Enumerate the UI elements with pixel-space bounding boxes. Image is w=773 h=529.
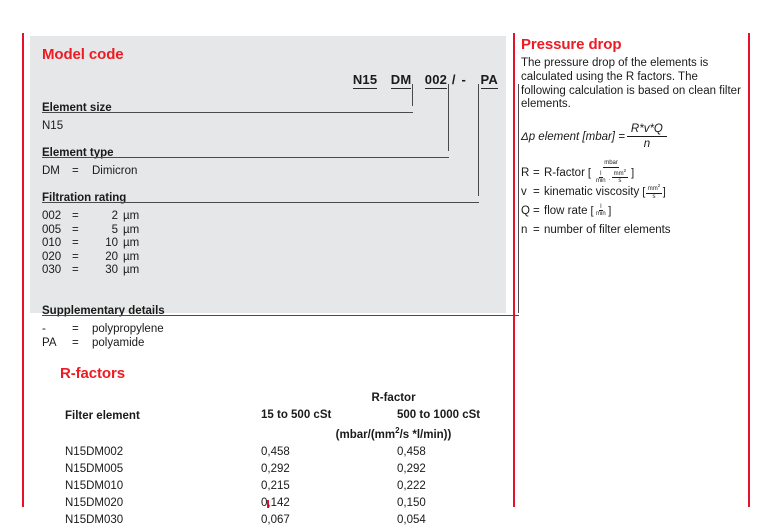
model-code-string [353,72,498,87]
formula-denominator: n [643,138,651,151]
def-unit-r: [ mbar l min · $mm^2$ s ] [587,160,635,185]
cell-low: 0,215 [261,479,290,492]
code-separator-slash: / [451,72,456,87]
column-header-range-high: 500 to 1000 cSt [397,409,481,421]
table-row [60,478,531,495]
def-label-r: R-factor [544,166,585,179]
formula-lhs: Δp element [mbar] = [521,130,625,143]
rfactors-table [60,390,531,529]
list-item [42,323,165,337]
rating-value-005: 5 [111,223,118,236]
pressure-drop-formula [521,123,743,150]
code-segment-dash: - [461,72,467,87]
rating-eq-020: = [72,250,79,263]
table-header-row-1 [60,390,531,407]
list-item [42,264,139,278]
list-item [42,337,165,351]
def-symbol-r: R [521,166,530,179]
code-segment-rating: 002 [424,72,448,87]
cell-element: N15DM020 [65,496,124,509]
group-heading-supplementary: Supplementary details [42,305,165,317]
element-type-eq: = [72,165,79,177]
supp-eq-dash: = [72,323,79,335]
table-row [60,512,531,529]
def-unit-v: [ $mm^2$ s ] [642,183,666,200]
rating-eq-030: = [72,264,79,277]
def-eq-r: = [533,166,540,179]
list-item [42,165,137,179]
cell-high: 0,150 [397,496,426,509]
rating-key-005: 005 [42,223,62,236]
group-rows-supplementary [42,323,165,350]
code-segment-supp: PA [480,72,498,87]
cell-element: N15DM005 [65,462,124,475]
group-filtration-rating [42,188,139,278]
formula-fraction [627,123,667,150]
rating-unit-005: µm [123,223,140,236]
pressure-drop-paragraph: The pressure drop of the elements is calculated using the R factors. The following calculation is based on clean filter elements. [521,57,741,111]
cell-high: 0,222 [397,479,426,492]
right-column [521,36,743,239]
def-symbol-q: Q [521,204,530,217]
rfactors-title: R-factors [60,365,125,382]
heading-rule-filtration-rating [42,202,479,203]
supp-value-pa: polyamide [92,336,145,349]
cell-high: 0,458 [397,445,426,458]
group-supplementary-details [42,301,165,350]
rating-key-030: 030 [42,264,62,277]
cell-low: 0,067 [261,513,290,526]
column-header-rfactor: R-factor [371,392,416,404]
leader-line-filtration-rating [478,84,479,196]
rating-eq-010: = [72,237,79,250]
group-rows-element-type [42,165,137,179]
cell-low: 0,142 [261,496,290,509]
definition-q [521,201,743,220]
def-label-v: kinematic viscosity [544,185,640,198]
cell-element: N15DM002 [65,445,124,458]
rating-unit-010: µm [123,237,140,250]
left-column [30,36,506,526]
cell-low: 0,292 [261,462,290,475]
leader-line-supplementary [518,84,519,313]
element-type-value: Dimicron [92,165,138,177]
column-header-range-low: 15 to 500 cSt [261,409,332,421]
definition-r [521,160,743,185]
table-row [60,495,531,512]
rating-value-030: 30 [105,264,118,277]
heading-rule-element-size [42,112,413,113]
unit-r-numerator: mbar [604,160,618,167]
group-rows-filtration-rating [42,210,139,278]
definition-n [521,220,743,239]
model-code-title: Model code [42,46,124,63]
rating-unit-020: µm [123,250,140,263]
group-element-size [42,98,112,134]
list-item [42,224,139,238]
rating-eq-002: = [72,210,79,222]
rating-value-010: 10 [105,237,118,250]
group-rows-element-size [42,120,112,134]
def-label-q: flow rate [544,204,588,217]
def-label-n: number of filter elements [544,223,671,236]
column-header-units: ($mbar/(mm^2/s$ *l/min)) [335,426,452,441]
supp-eq-pa: = [72,336,79,349]
rating-key-002: 002 [42,210,62,222]
page-rule-right [748,33,750,507]
code-segment-size: N15 [352,72,378,87]
rating-key-020: 020 [42,250,62,263]
list-item [42,237,139,251]
table-row [60,461,531,478]
list-item [42,251,139,265]
cell-high: 0,054 [397,513,426,526]
cell-high: 0,292 [397,462,426,475]
def-eq-v: = [533,185,540,198]
heading-rule-supplementary [42,315,519,316]
page-rule-left [22,33,24,507]
def-eq-n: = [533,223,540,236]
element-size-value: N15 [42,120,64,132]
rating-eq-005: = [72,223,79,236]
list-item [42,210,139,224]
rating-value-020: 20 [105,250,118,263]
rating-unit-002: µm [123,210,140,222]
cell-element: N15DM030 [65,513,124,526]
model-code-panel [30,36,506,349]
supp-key-pa: PA [42,336,57,349]
def-symbol-n: n [521,223,528,236]
group-heading-filtration-rating: Filtration rating [42,192,127,204]
pressure-drop-title: Pressure drop [521,36,622,53]
leader-line-element-type [448,84,449,151]
cell-element: N15DM010 [65,479,124,492]
formula-definitions [521,160,743,239]
cell-low: 0,458 [261,445,290,458]
column-header-filter-element: Filter element [65,410,140,423]
rfactors-section [60,365,536,529]
supp-key-dash: - [42,323,46,335]
heading-rule-element-type [42,157,449,158]
definition-v [521,182,743,201]
list-item [42,120,112,134]
rating-value-002: 2 [111,210,118,222]
code-segment-type: DM [390,72,412,87]
group-heading-element-size: Element size [42,102,112,114]
formula-numerator: R*v*Q [627,123,667,137]
supp-value-pp: polypropylene [92,323,164,335]
def-symbol-v: v [521,185,527,198]
table-row [60,444,531,461]
rating-key-010: 010 [42,237,62,250]
def-eq-q: = [533,204,540,217]
def-unit-q: [ l min ] [590,203,612,218]
group-heading-element-type: Element type [42,147,114,159]
leader-line-element-size [412,84,413,106]
group-element-type [42,143,137,179]
element-type-key: DM [42,165,60,177]
rating-unit-030: µm [123,264,140,277]
